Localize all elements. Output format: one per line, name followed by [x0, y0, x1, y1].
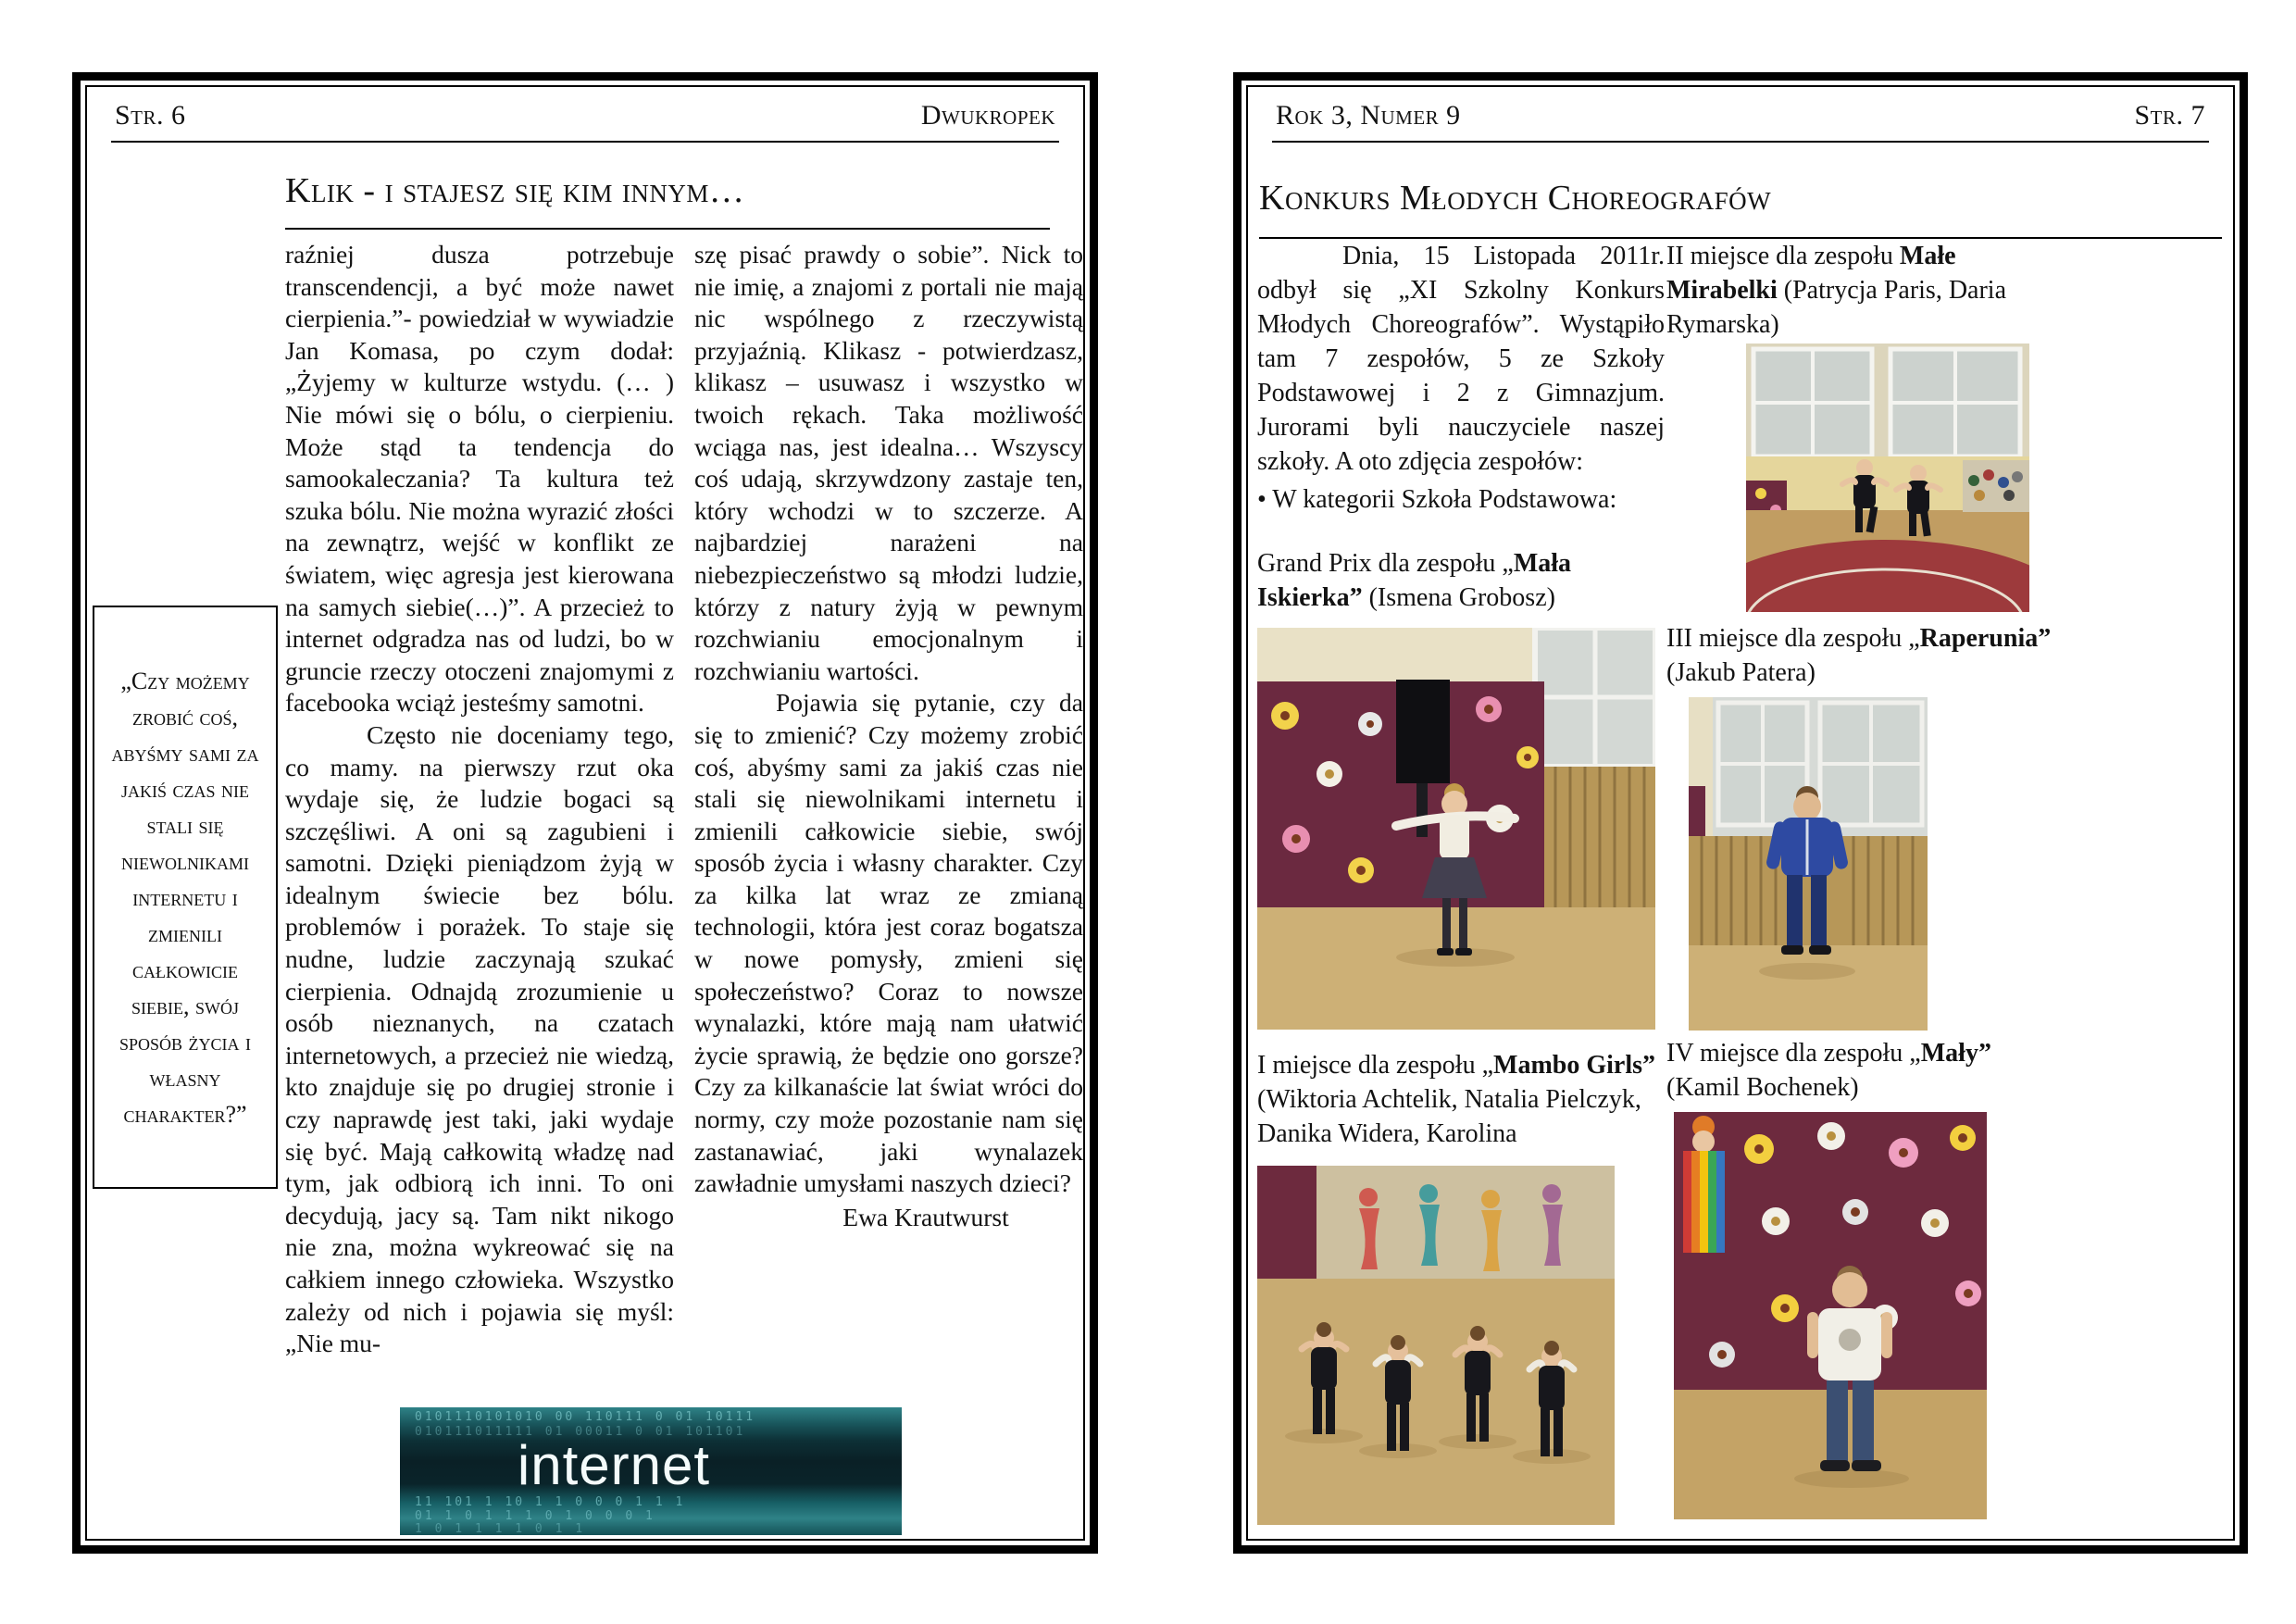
- binary-digits-row: 1 0 1 1 1 1 0 1 1: [415, 1522, 586, 1535]
- team-name: Mambo Girls”: [1493, 1051, 1656, 1080]
- body-column-2: [694, 239, 1083, 1233]
- internet-banner-photo: [400, 1407, 902, 1535]
- paragraph: Często nie doceniamy tego, co mamy. na pierwszy rzut oka wydaje się, że ludzie bogaci są szczęśliwi. A oni są zagubieni i samotni. Dzięki pieniądzom żyją w idealnym świecie bez bólu. problemów i porażek. To staje się nudne, ludzie zaczynają szukać cierpienia. Odnajdą zrozumienie u osób nieznanych, na czatach internetowych, a przecież nie wiedzą, kto znajduje się po drugiej stronie i czy naprawdę jest taki, jaki wydaje się być. Mają całkowitą władzę nad tym, jak odbiorą ich inni. To oni decydują, jacy są. Tam nikt nikogo nie zna, można wykreować się na całkiem innego człowieka. Wszystko zależy od nich i pojawia się myśl: „Nie mu-: [285, 719, 674, 1358]
- title-divider: [285, 228, 1050, 230]
- caption-members: (Kamil Bochenek): [1666, 1073, 1859, 1102]
- page-header: [1276, 100, 2205, 131]
- binary-digits-row: 11 101 1 10 1 1 0 0 0 1 1 1: [415, 1495, 686, 1509]
- photo-mala-iskierka: [1257, 628, 1655, 1030]
- right-page-column-right: [1666, 239, 2235, 1519]
- pull-quote-text: „Czy możemy zrobić coś, abyśmy sami za jakiś czas nie stali się niewolnikami internetu i zmienili całkowicie siebie, swój sposób życia i własny charakter?”: [111, 667, 259, 1128]
- binary-digits-row: 010111011111 01 00011 0 01 101101: [415, 1425, 746, 1439]
- caption-prefix: Grand Prix dla zespołu „: [1257, 549, 1514, 578]
- caption-first-place: [1257, 1048, 1665, 1151]
- right-page-column-left: [1257, 239, 1665, 1525]
- caption-grand-prix: [1257, 546, 1665, 615]
- body-column-1: [285, 239, 674, 1360]
- caption-prefix: II miejsce dla zespołu: [1666, 242, 1900, 270]
- caption-members: (Patrycja Paris, Daria Rymarska): [1666, 276, 2007, 339]
- page-7: [1233, 72, 2248, 1554]
- caption-third-place: [1666, 621, 2055, 690]
- intro-paragraph: Dnia, 15 Listopada 2011r. odbył się „XI Szkolny Konkurs Młodych Choreografów”. Wystąpiło tam 7 zespołów, 5 ze Szkoły Podstawowej i 2 z Gimnazjum. Jurorami byli nauczyciele naszej szkoły. A oto zdjęcia zespołów:: [1257, 242, 1665, 476]
- binary-digits-row: 0101110101010 00 110111 0 01 10111: [415, 1410, 756, 1424]
- binary-digits-row: 01 1 0 1 1 1 0 1 0 0 0 1: [415, 1509, 655, 1523]
- caption-prefix: IV miejsce dla zespołu „: [1666, 1039, 1921, 1068]
- photo-maly: [1674, 1112, 1987, 1519]
- team-name: Małe Mirabelki: [1666, 242, 1956, 305]
- page-number-label: Str. 7: [2134, 100, 2205, 131]
- photo-mambo-girls: [1257, 1166, 1615, 1525]
- paragraph: szę pisać prawdy o sobie”. Nick to nie imię, a znajomi z portali nie mają nic wspólnego z rzeczywistą przyjaźnią. Klikasz - potwierdzasz, klikasz – usuwasz i wszystko w twoich rękach. Taka możliwość wciąga nas, jest idealna… Wszyscy coś udają, skrzywdzony zastaje ten, który wchodzi w to szczerze. A najbardziej narażeni na niebezpieczeństwo są młodzi ludzie, którzy z natury żyją w pewnym rozchwianiu emocjonalnym i rozchwianiu wartości.: [694, 240, 1083, 685]
- page-7-inner: [1246, 85, 2235, 1541]
- photo-male-mirabelki: [1746, 344, 2029, 612]
- header-divider: [1272, 141, 2209, 143]
- photo-raperunia: [1689, 697, 1928, 1031]
- caption-prefix: III miejsce dla zespołu „: [1666, 624, 1920, 653]
- banner-word: internet: [517, 1434, 711, 1496]
- issue-label: Rok 3, Numer 9: [1276, 100, 1461, 131]
- team-name: Mały”: [1920, 1039, 1991, 1068]
- article-title-konkurs: Konkurs Młodych Choreografów: [1259, 179, 1772, 218]
- category-bullet: • W kategorii Szkoła Podstawowa:: [1257, 485, 1617, 514]
- caption-members: (Jakub Patera): [1666, 658, 1816, 687]
- header-divider: [111, 141, 1059, 143]
- paragraph: Pojawia się pytanie, czy da się to zmienić? Czy możemy zrobić coś, abyśmy sami za jakiś czas nie stali się niewolnikami internetu i zmienili całkowicie siebie, swój sposób życia i własny charakter. Czy za kilka lat wraz ze zmianą technologii, która jest coraz bogatsza w nowe pomysły, zmieni się społeczeństwo? Coraz to nowsze wynalazki, które mają nam ułatwić życie sprawią, że będzie ono gorsze? Czy za kilkanaście lat świat wróci do normy, czy może pozostanie nam się zastanawiać, jaki wynalazek zawładnie umysłami naszych dzieci?: [694, 688, 1083, 1198]
- author-signature: Ewa Krautwurst: [842, 1202, 1009, 1231]
- team-name: Mała Iskierka”: [1257, 549, 1572, 612]
- pull-quote-box: [93, 606, 278, 1189]
- page-number-label: Str. 6: [115, 100, 186, 131]
- caption-members: (Wiktoria Achtelik, Natalia Pielczyk, Danika Widera, Karolina: [1257, 1085, 1641, 1148]
- caption-members: (Ismena Grobosz): [1362, 583, 1555, 612]
- page-6: [72, 72, 1098, 1554]
- caption-second-place: [1666, 239, 2055, 342]
- publication-label: Dwukropek: [920, 100, 1055, 131]
- caption-fourth-place: [1666, 1036, 2055, 1105]
- caption-prefix: I miejsce dla zespołu „: [1257, 1051, 1494, 1080]
- page-header: [115, 100, 1055, 131]
- page-6-inner: [85, 85, 1085, 1541]
- team-name: Raperunia”: [1919, 624, 2052, 653]
- article-title-klik: Klik - i stajesz się kim innym…: [285, 171, 745, 210]
- paragraph: raźniej dusza potrzebuje transcendencji, a być może nawet cierpienia.”- powiedział w wywiadzie Jan Komasa, po czym dodał: „Żyjemy w kulturze wstydu. (… ) Nie mówi się o bólu, o cierpieniu. Może stąd ta tendencja do samookaleczania? Ta kultura też szuka bólu. Nie można wyrazić złości na zewnątrz, wejść w konflikt ze światem, więc agresja jest kierowana na samych siebie(…)”. A przecież to internet odgradza nas od ludzi, bo w gruncie rzeczy otoczeni znajomymi z facebooka wciąż jesteśmy samotni.: [285, 240, 674, 718]
